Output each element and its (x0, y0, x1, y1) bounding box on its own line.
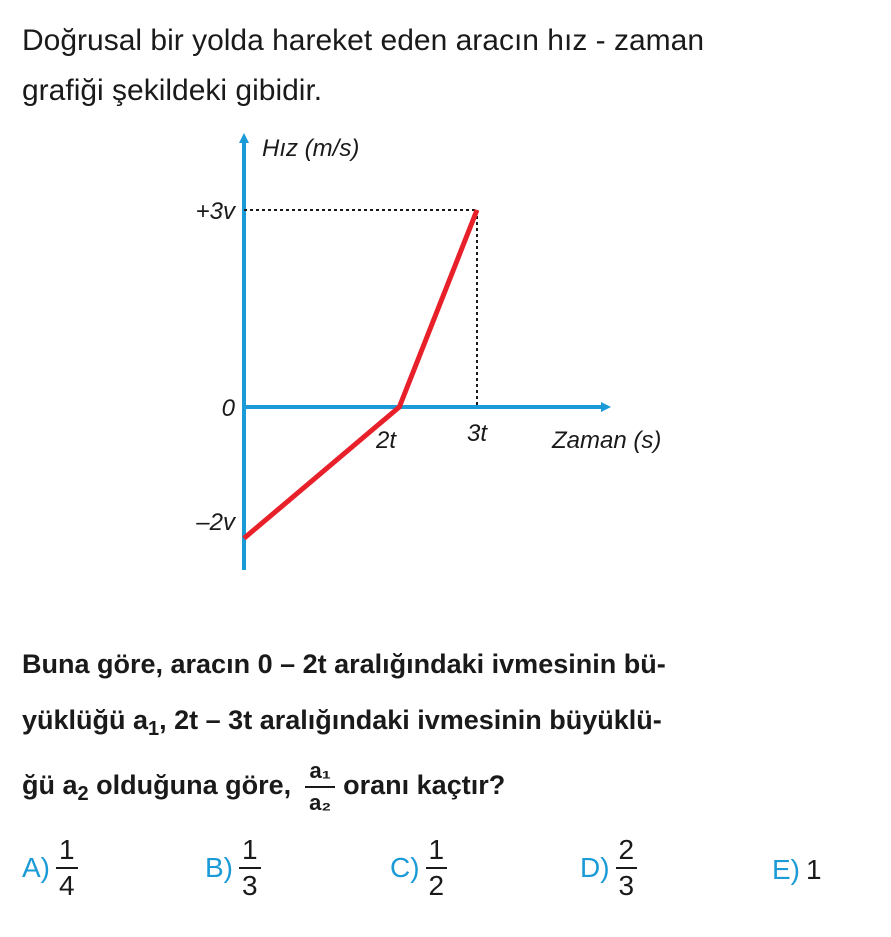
ratio-denominator: a₂ (309, 789, 332, 815)
choice-a[interactable] (22, 836, 78, 900)
choice-c[interactable] (390, 836, 447, 900)
y-tick-3v: +3v (195, 198, 235, 225)
y-tick-0: 0 (221, 395, 235, 422)
choice-b-letter: B) (205, 852, 233, 883)
choice-e-value: 1 (806, 854, 822, 885)
choice-b[interactable] (205, 836, 261, 900)
question-text (22, 636, 872, 822)
question-line-1: Buna göre, aracın 0 – 2t aralığındaki ivmesinin bü- (22, 649, 666, 679)
intro-text (22, 16, 872, 116)
choice-c-fraction: $\frac{1}{2}$ (426, 836, 448, 900)
y-axis-label: Hız (m/s) (262, 135, 360, 162)
choice-e[interactable] (772, 854, 822, 886)
choice-d-letter: D) (580, 852, 610, 883)
x-axis-label: Zaman (s) (552, 427, 662, 454)
choice-e-letter: E) (772, 854, 800, 885)
x-tick-3t: 3t (466, 420, 488, 447)
intro-line-2: grafiği şekildeki gibidir. (22, 74, 323, 107)
choice-c-letter: C) (390, 852, 420, 883)
choice-a-fraction: $\frac{1}{4}$ (56, 836, 78, 900)
ratio-numerator: a₁ (305, 760, 335, 788)
choice-a-letter: A) (22, 852, 50, 883)
question-line-2: yüklüğü $a_1$, 2t – 3t aralığındaki ivmesinin büyüklü- (22, 705, 662, 740)
ratio-fraction (305, 757, 335, 815)
choice-d[interactable] (580, 836, 637, 900)
choice-d-fraction: $\frac{2}{3}$ (616, 836, 638, 900)
velocity-series-line (244, 210, 477, 538)
question-line-3: ğü $a_2$ olduğuna göre, $\frac{\text{a₁}}{\text{a₂}}$ oranı kaçtır? (22, 757, 506, 815)
y-tick-neg2v: –2v (196, 509, 235, 536)
choice-b-fraction: $\frac{1}{3}$ (239, 836, 261, 900)
x-tick-2t: 2t (375, 427, 397, 454)
velocity-time-graph (0, 120, 891, 590)
intro-line-1: Doğrusal bir yolda hareket eden aracın hız - zaman (22, 24, 705, 57)
